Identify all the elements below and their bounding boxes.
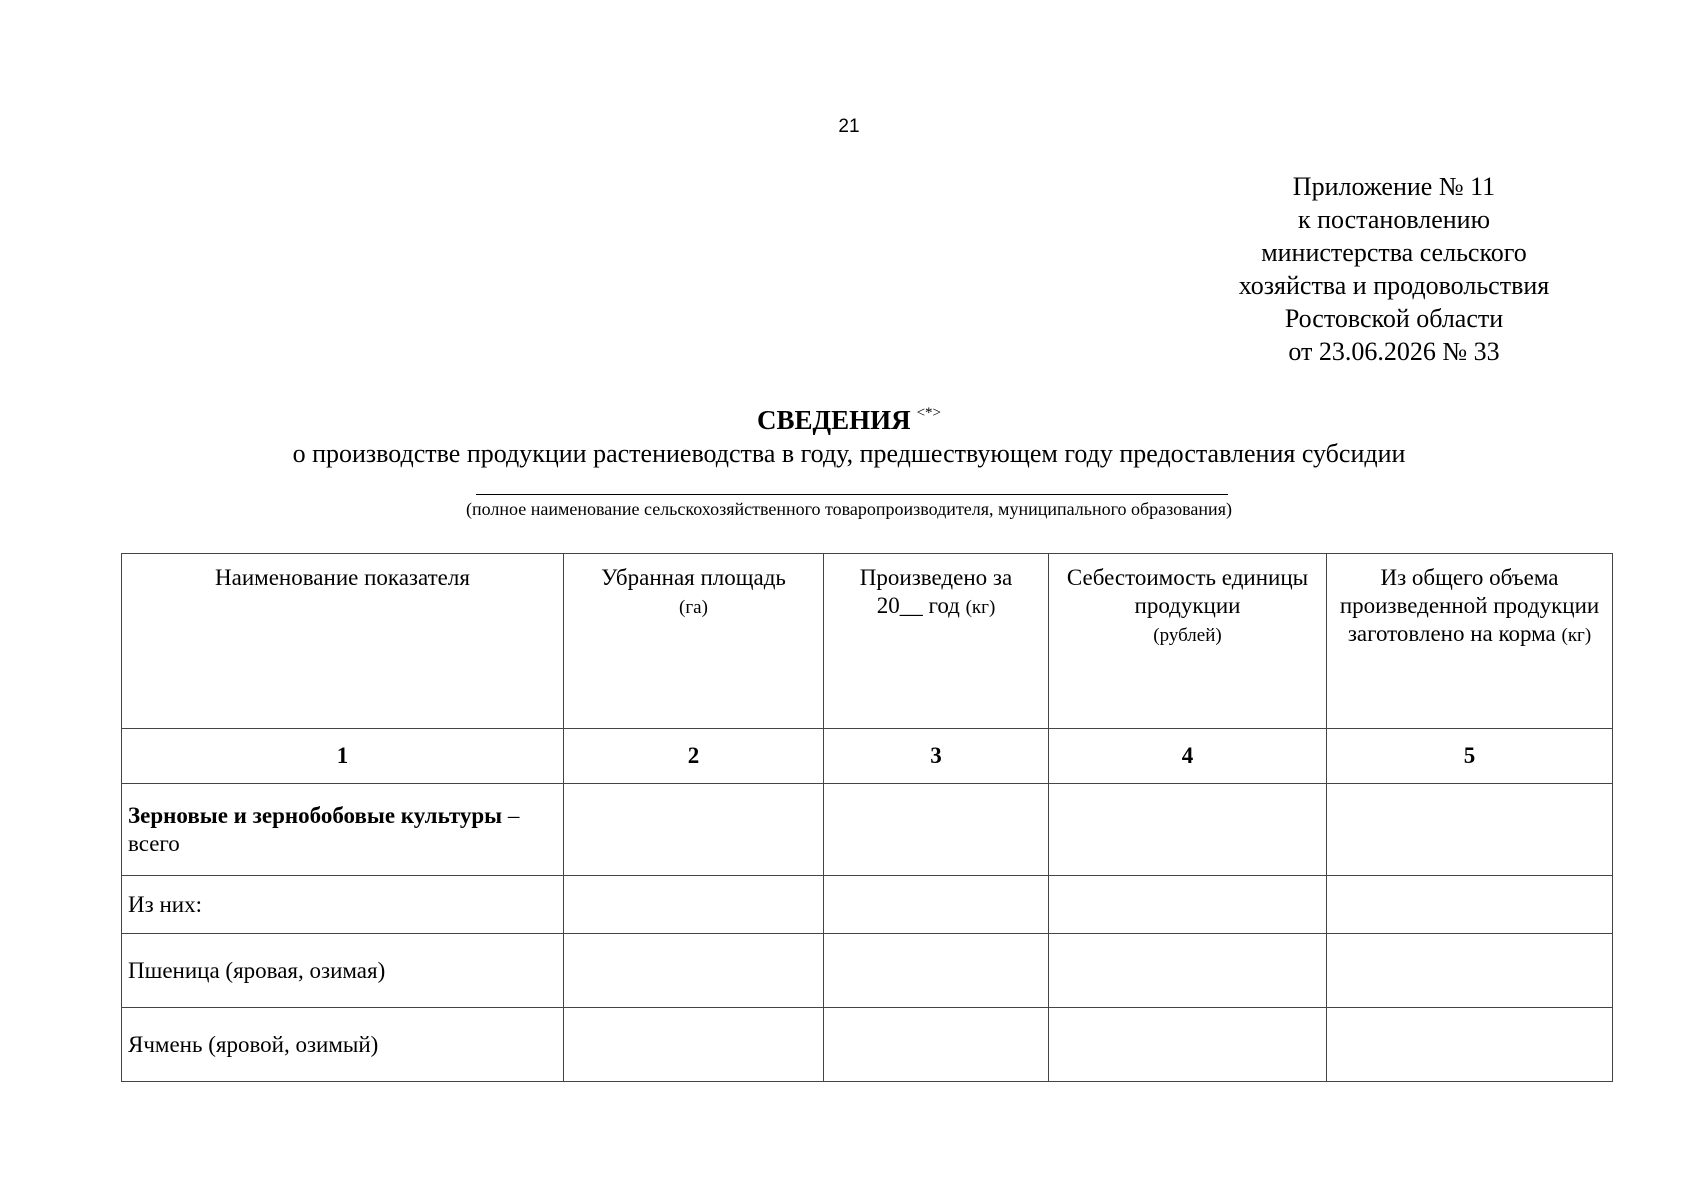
column-number: 4 <box>1049 729 1327 784</box>
table-cell[interactable] <box>824 934 1049 1008</box>
appendix-line: от 23.06.2026 № 33 <box>1288 337 1500 366</box>
producer-name-hint: (полное наименование сельскохозяйственного товаропроизводителя, муниципального образования) <box>466 499 1232 519</box>
row-label: Из них: <box>122 876 564 934</box>
table-cell[interactable] <box>824 1008 1049 1082</box>
page-number: 21 <box>838 116 860 137</box>
producer-name-fill-line[interactable] <box>476 494 1228 495</box>
row-label: Ячмень (яровой, озимый) <box>122 1008 564 1082</box>
document-title <box>0 396 1698 471</box>
appendix-line: министерства сельского <box>1261 238 1527 267</box>
column-number: 5 <box>1327 729 1613 784</box>
table-cell[interactable] <box>1327 934 1613 1008</box>
table-row <box>122 784 1613 876</box>
row-label: Зерновые и зернобобовые культуры – всего <box>122 784 564 876</box>
table-cell[interactable] <box>564 784 824 876</box>
appendix-line: Приложение № 11 <box>1292 172 1496 201</box>
appendix-reference <box>1194 170 1594 368</box>
table-cell[interactable] <box>824 876 1049 934</box>
header-indicator-name: Наименование показателя <box>122 554 564 729</box>
table-cell[interactable] <box>1049 934 1327 1008</box>
table-cell[interactable] <box>564 1008 824 1082</box>
column-number: 1 <box>122 729 564 784</box>
table-cell[interactable] <box>1327 1008 1613 1082</box>
title-subtitle: о производстве продукции растениеводства в году, предшествующем году предоставления субсидии <box>292 439 1406 468</box>
header-produced: Произведено за 20__ год (кг) <box>824 554 1049 729</box>
table-cell[interactable] <box>1327 876 1613 934</box>
header-harvested-area: Убранная площадь (га) <box>564 554 824 729</box>
table-cell[interactable] <box>1327 784 1613 876</box>
footnote-mark: <*> <box>916 405 942 421</box>
header-unit-cost: Себестоимость единицы продукции (рублей) <box>1049 554 1327 729</box>
table-cell[interactable] <box>564 876 824 934</box>
table-row <box>122 876 1613 934</box>
table-cell[interactable] <box>1049 876 1327 934</box>
table-cell[interactable] <box>564 934 824 1008</box>
table-row <box>122 934 1613 1008</box>
column-number: 3 <box>824 729 1049 784</box>
appendix-line: к постановлению <box>1297 205 1491 234</box>
row-label: Пшеница (яровая, озимая) <box>122 934 564 1008</box>
column-number: 2 <box>564 729 824 784</box>
column-number-row <box>122 729 1613 784</box>
appendix-line: Ростовской области <box>1284 304 1504 333</box>
table-cell[interactable] <box>1049 1008 1327 1082</box>
table-header-row <box>122 554 1613 729</box>
appendix-line: хозяйства и продовольствия <box>1238 271 1550 300</box>
table-cell[interactable] <box>824 784 1049 876</box>
table-row <box>122 1008 1613 1082</box>
table-cell[interactable] <box>1049 784 1327 876</box>
title-main: СВЕДЕНИЯ <box>756 405 911 435</box>
header-feed-stock: Из общего объема произведенной продукции заготовлено на корма (кг) <box>1327 554 1613 729</box>
production-table <box>121 553 1613 1082</box>
